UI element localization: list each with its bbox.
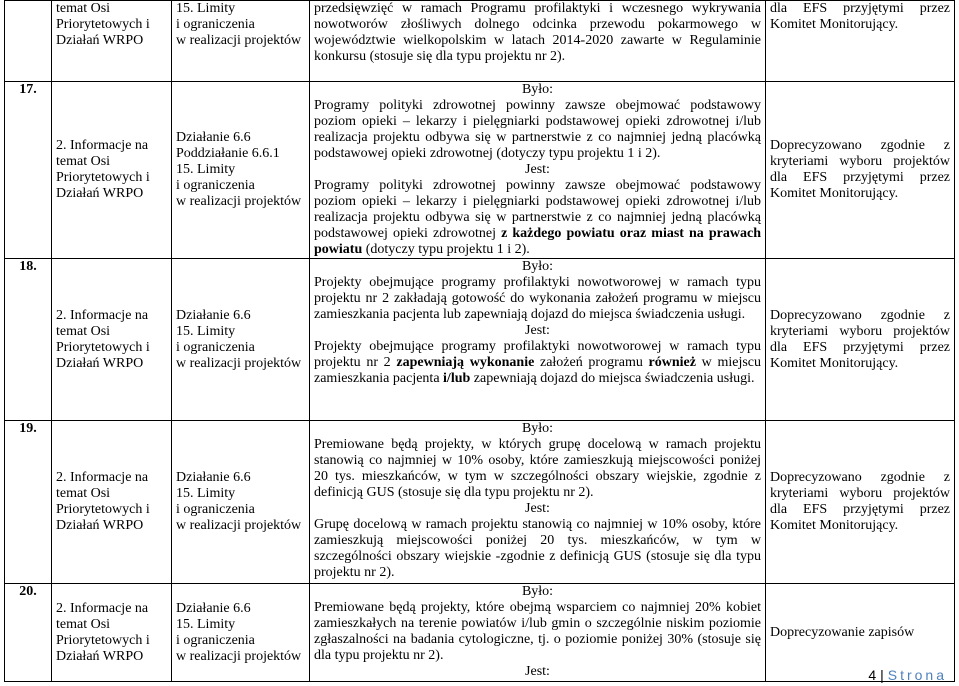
jest-label: Jest: — [525, 162, 550, 177]
jest-label: Jest: — [525, 501, 550, 516]
justification-cell: dla EFS przyjętymi przez Komitet Monitorujący. — [766, 1, 955, 82]
row-number-label: 19. — [19, 421, 37, 436]
jest-text-part: Programy polityki zdrowotnej powinny zawsze obejmować podstawowy poziom opieki – lekarzy i pielęgniarki podstawowej opieki zdrowotnej i/lub realizacja projektu odbywa się w partnerstwie z co najmniej jedną placówką podstawowej opieki zdrowotnej — [314, 178, 761, 241]
jest-text-bold: zapewniają wykonanie — [396, 355, 535, 370]
measure-cell: Działanie 6.6 15. Limity i ograniczenia w realizacji projektów — [172, 584, 310, 682]
section-cell: 2. Informacje na temat Osi Priorytetowych i Działań WRPO — [52, 82, 172, 259]
table-row — [5, 259, 955, 421]
bylo-label: Było: — [521, 82, 554, 97]
table-row — [5, 1, 955, 82]
change-cell — [310, 421, 766, 584]
changes-table — [4, 0, 955, 682]
jest-label: Jest: — [525, 323, 550, 338]
table-row — [5, 584, 955, 682]
measure-cell: Działanie 6.6 15. Limity i ograniczenia w realizacji projektów — [172, 421, 310, 584]
row-number — [5, 259, 52, 421]
bylo-label: Było: — [521, 584, 554, 599]
jest-text — [314, 178, 761, 258]
justification-cell: Doprecyzowano zgodnie z kryteriami wyboru projektów dla EFS przyjętymi przez Komitet Monitorujący. — [766, 421, 955, 584]
table-row — [5, 82, 955, 259]
jest-text-part: zapewniają dojazd do miejsca świadczenia usługi. — [470, 371, 755, 386]
change-cell — [310, 584, 766, 682]
bylo-text: Projekty obejmujące programy profilaktyki nowotworowej w ramach typu projektu nr 2 zakładają gotowość do wykonania założeń programu w miejscu zamieszkania pacjenta lub zapewniają dojazd do miejsca świadczenia usługi. — [314, 275, 761, 322]
row-number-label: 20. — [19, 584, 37, 599]
measure-cell: Działanie 6.6 15. Limity i ograniczenia w realizacji projektów — [172, 259, 310, 421]
row-number-label: 18. — [19, 259, 37, 274]
page-footer — [868, 667, 947, 683]
justification-cell: Doprecyzowano zgodnie z kryteriami wyboru projektów dla EFS przyjętymi przez Komitet Monitorujący. — [766, 82, 955, 259]
section-cell: 2. Informacje na temat Osi Priorytetowych i Działań WRPO — [52, 421, 172, 584]
before-text: przedsięwzięć w ramach Programu profilaktyki i wczesnego wykrywania nowotworów złośliwych dolnego odcinka przewodu pokarmowego w województwie wielkopolskim w latach 2014-2020 zawarte w Regulaminie konkursu (stosuje się dla typu projektu nr 2). — [314, 1, 761, 64]
change-cell — [310, 259, 766, 421]
change-cell — [310, 82, 766, 259]
row-number — [5, 82, 52, 259]
jest-text-part: w miejscu zamieszkania pacjenta — [314, 355, 761, 386]
jest-text-part: założeń programu — [534, 355, 649, 370]
jest-text-bold: z każdego powiatu oraz miast na prawach powiatu — [314, 226, 761, 257]
bylo-text: Premiowane będą projekty, które obejmą wsparciem co najmniej 20% kobiet zamieszkałych na terenie powiatów i/lub gmin o szczególnie niskim poziomie zgłaszalności na badania cytologiczne, tj. o poziomie poniżej 30% (stosuje się dla typu projektu nr 2). — [314, 600, 761, 663]
jest-text-bold: również — [648, 355, 696, 370]
row-number — [5, 421, 52, 584]
table-row — [5, 421, 955, 584]
page-number: 4 — [868, 667, 877, 683]
section-cell: temat Osi Priorytetowych i Działań WRPO — [52, 1, 172, 82]
row-number — [5, 584, 52, 682]
measure-cell: Działanie 6.6 Poddziałanie 6.6.1 15. Limity i ograniczenia w realizacji projektów — [172, 82, 310, 259]
justification-cell: Doprecyzowano zgodnie z kryteriami wyboru projektów dla EFS przyjętymi przez Komitet Monitorujący. — [766, 259, 955, 421]
change-cell — [310, 1, 766, 82]
footer-separator: | — [880, 667, 884, 683]
row-number — [5, 1, 52, 82]
bylo-text: Programy polityki zdrowotnej powinny zawsze obejmować podstawowy poziom opieki – lekarzy i pielęgniarki podstawowej opieki zdrowotnej i/lub realizacja projektu odbywa się w partnerstwie z co najmniej jedną placówką podstawowej opieki zdrowotnej (dotyczy typu projektu 1 i 2). — [314, 98, 761, 161]
row-number-label: 17. — [19, 82, 37, 97]
jest-text-part: (dotyczy typu projektu 1 i 2). — [362, 242, 530, 257]
jest-text-part: Projekty obejmujące programy profilaktyki nowotworowej w ramach typu projektu nr 2 — [314, 339, 761, 370]
page-word: Strona — [887, 667, 947, 683]
justification-cell: Doprecyzowanie zapisów — [766, 584, 955, 682]
jest-text — [314, 339, 761, 387]
bylo-text: Premiowane będą projekty, w których grupę docelową w ramach projektu stanowią co najmniej w 10% osoby, które zamieszkują miejscowości poniżej 20 tys. mieszkańców, w tym w szczególności obszary wiejskie, zgodnie z definicją GUS (stosuje się dla typu projektu nr 2). — [314, 437, 761, 500]
jest-text: Grupę docelową w ramach projektu stanowią co najmniej w 10% osoby, które zamieszkują miejscowości poniżej 20 tys. mieszkańców, w tym w szczególności obszary wiejskie -zgodnie z definicją GUS (stosuje się dla typu projektu nr 2). — [314, 517, 761, 580]
jest-label: Jest: — [525, 664, 550, 679]
jest-text-bold: i/lub — [443, 371, 471, 386]
bylo-label: Było: — [521, 259, 554, 274]
section-cell: 2. Informacje na temat Osi Priorytetowych i Działań WRPO — [52, 259, 172, 421]
section-cell: 2. Informacje na temat Osi Priorytetowych i Działań WRPO — [52, 584, 172, 682]
bylo-label: Było: — [521, 421, 554, 436]
measure-cell: 15. Limity i ograniczenia w realizacji projektów — [172, 1, 310, 82]
